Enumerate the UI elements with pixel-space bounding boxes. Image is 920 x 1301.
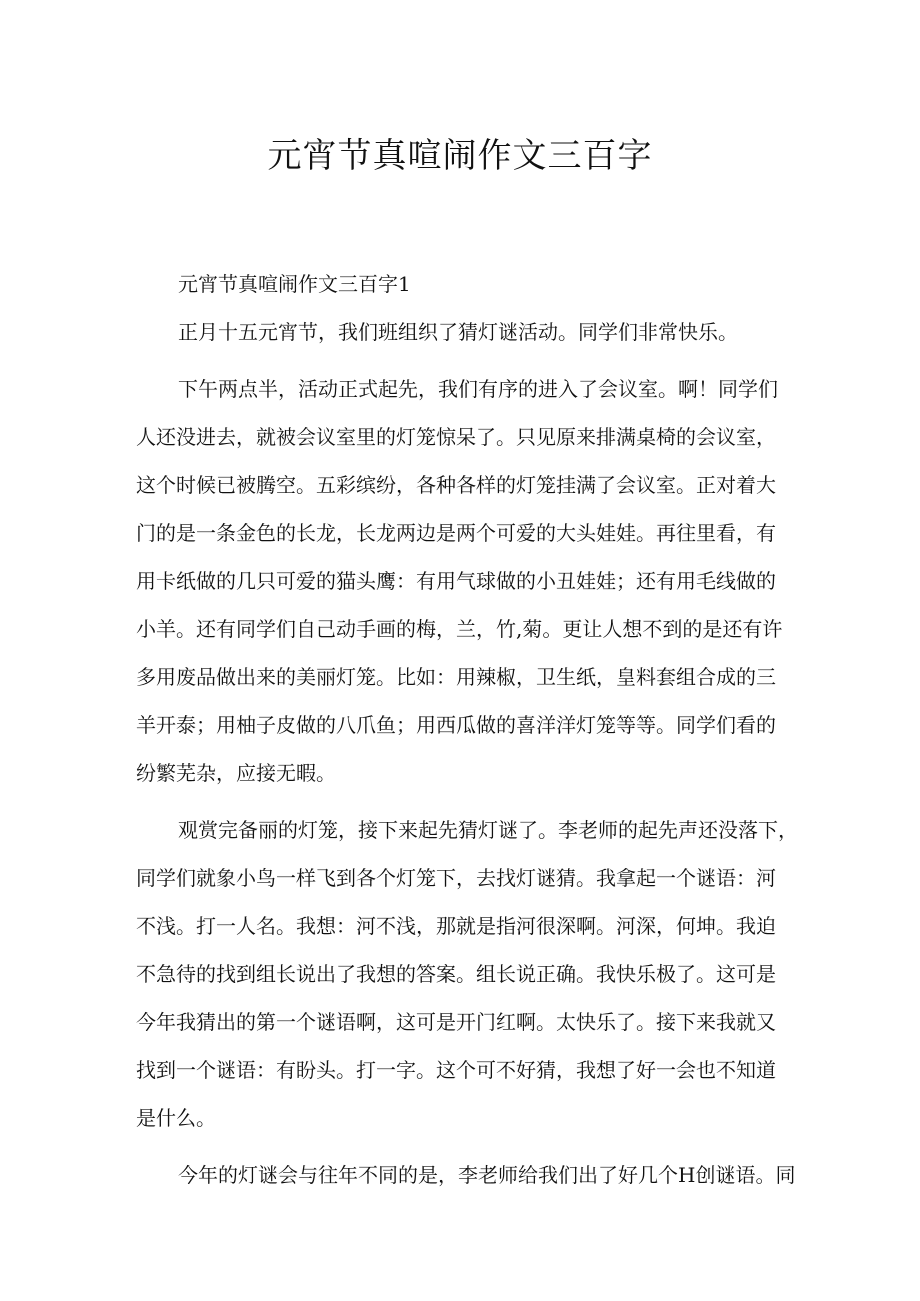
paragraph-line: 人还没进去，就被会议室里的灯笼惊呆了。只见原来排满桌椅的会议室， — [136, 425, 776, 449]
paragraph-line: 这个时候已被腾空。五彩缤纷，各种各样的灯笼挂满了会议室。正对着大 — [136, 473, 776, 497]
paragraph-line: 小羊。还有同学们自己动手画的梅，兰，竹,菊。更让人想不到的是还有许 — [136, 617, 783, 641]
paragraph-line: 同学们就象小鸟一样飞到各个灯笼下，去找灯谜猜。我拿起一个谜语：河 — [136, 866, 776, 890]
paragraph — [136, 806, 796, 1142]
paragraph-line: 不浅。打一人名。我想：河不浅，那就是指河很深啊。河深，何坤。我迫 — [136, 914, 776, 938]
paragraph-line: 门的是一条金色的长龙，长龙两边是两个可爱的大头娃娃。再往里看，有 — [136, 521, 776, 545]
paragraph-list — [136, 308, 796, 1199]
paragraph-line: 纷繁芜杂，应接无暇。 — [136, 761, 336, 785]
paragraph-line: 今年我猜出的第一个谜语啊，这可是开门红啊。太快乐了。接下来我就又 — [136, 1010, 776, 1034]
section-subtitle: 元宵节真喧闹作文三百字1 — [178, 272, 411, 296]
paragraph-line: 不急待的找到组长说出了我想的答案。组长说正确。我快乐极了。这可是 — [136, 962, 776, 986]
paragraph-line: 正月十五元宵节，我们班组织了猜灯谜活动。同学们非常快乐。 — [178, 320, 738, 344]
paragraph-line: 观赏完备丽的灯笼，接下来起先猜灯谜了。李老师的起先声还没落下， — [178, 818, 798, 842]
document-title: 元宵节真喧闹作文三百字 — [267, 136, 653, 176]
paragraph-line: 是什么。 — [136, 1106, 216, 1130]
paragraph-line: 下午两点半，活动正式起先，我们有序的进入了会议室。啊！同学们 — [178, 377, 778, 401]
paragraph-line: 今年的灯谜会与往年不同的是，李老师给我们出了好几个H创谜语。同 — [178, 1163, 796, 1187]
paragraph-line: 羊开泰；用柚子皮做的八爪鱼；用西瓜做的喜洋洋灯笼等等。同学们看的 — [136, 713, 776, 737]
paragraph-line: 用卡纸做的几只可爱的猫头鹰：有用气球做的小丑娃娃；还有用毛线做的 — [136, 569, 776, 593]
paragraph-line: 多用废品做出来的美丽灯笼。比如：用辣椒，卫生纸，皇料套组合成的三 — [136, 665, 776, 689]
paragraph — [136, 1151, 796, 1199]
document-body — [136, 260, 796, 1208]
paragraph — [136, 365, 796, 797]
paragraph — [136, 308, 796, 356]
paragraph-line: 找到一个谜语：有盼头。打一字。这个可不好猜，我想了好一会也不知道 — [136, 1058, 776, 1082]
